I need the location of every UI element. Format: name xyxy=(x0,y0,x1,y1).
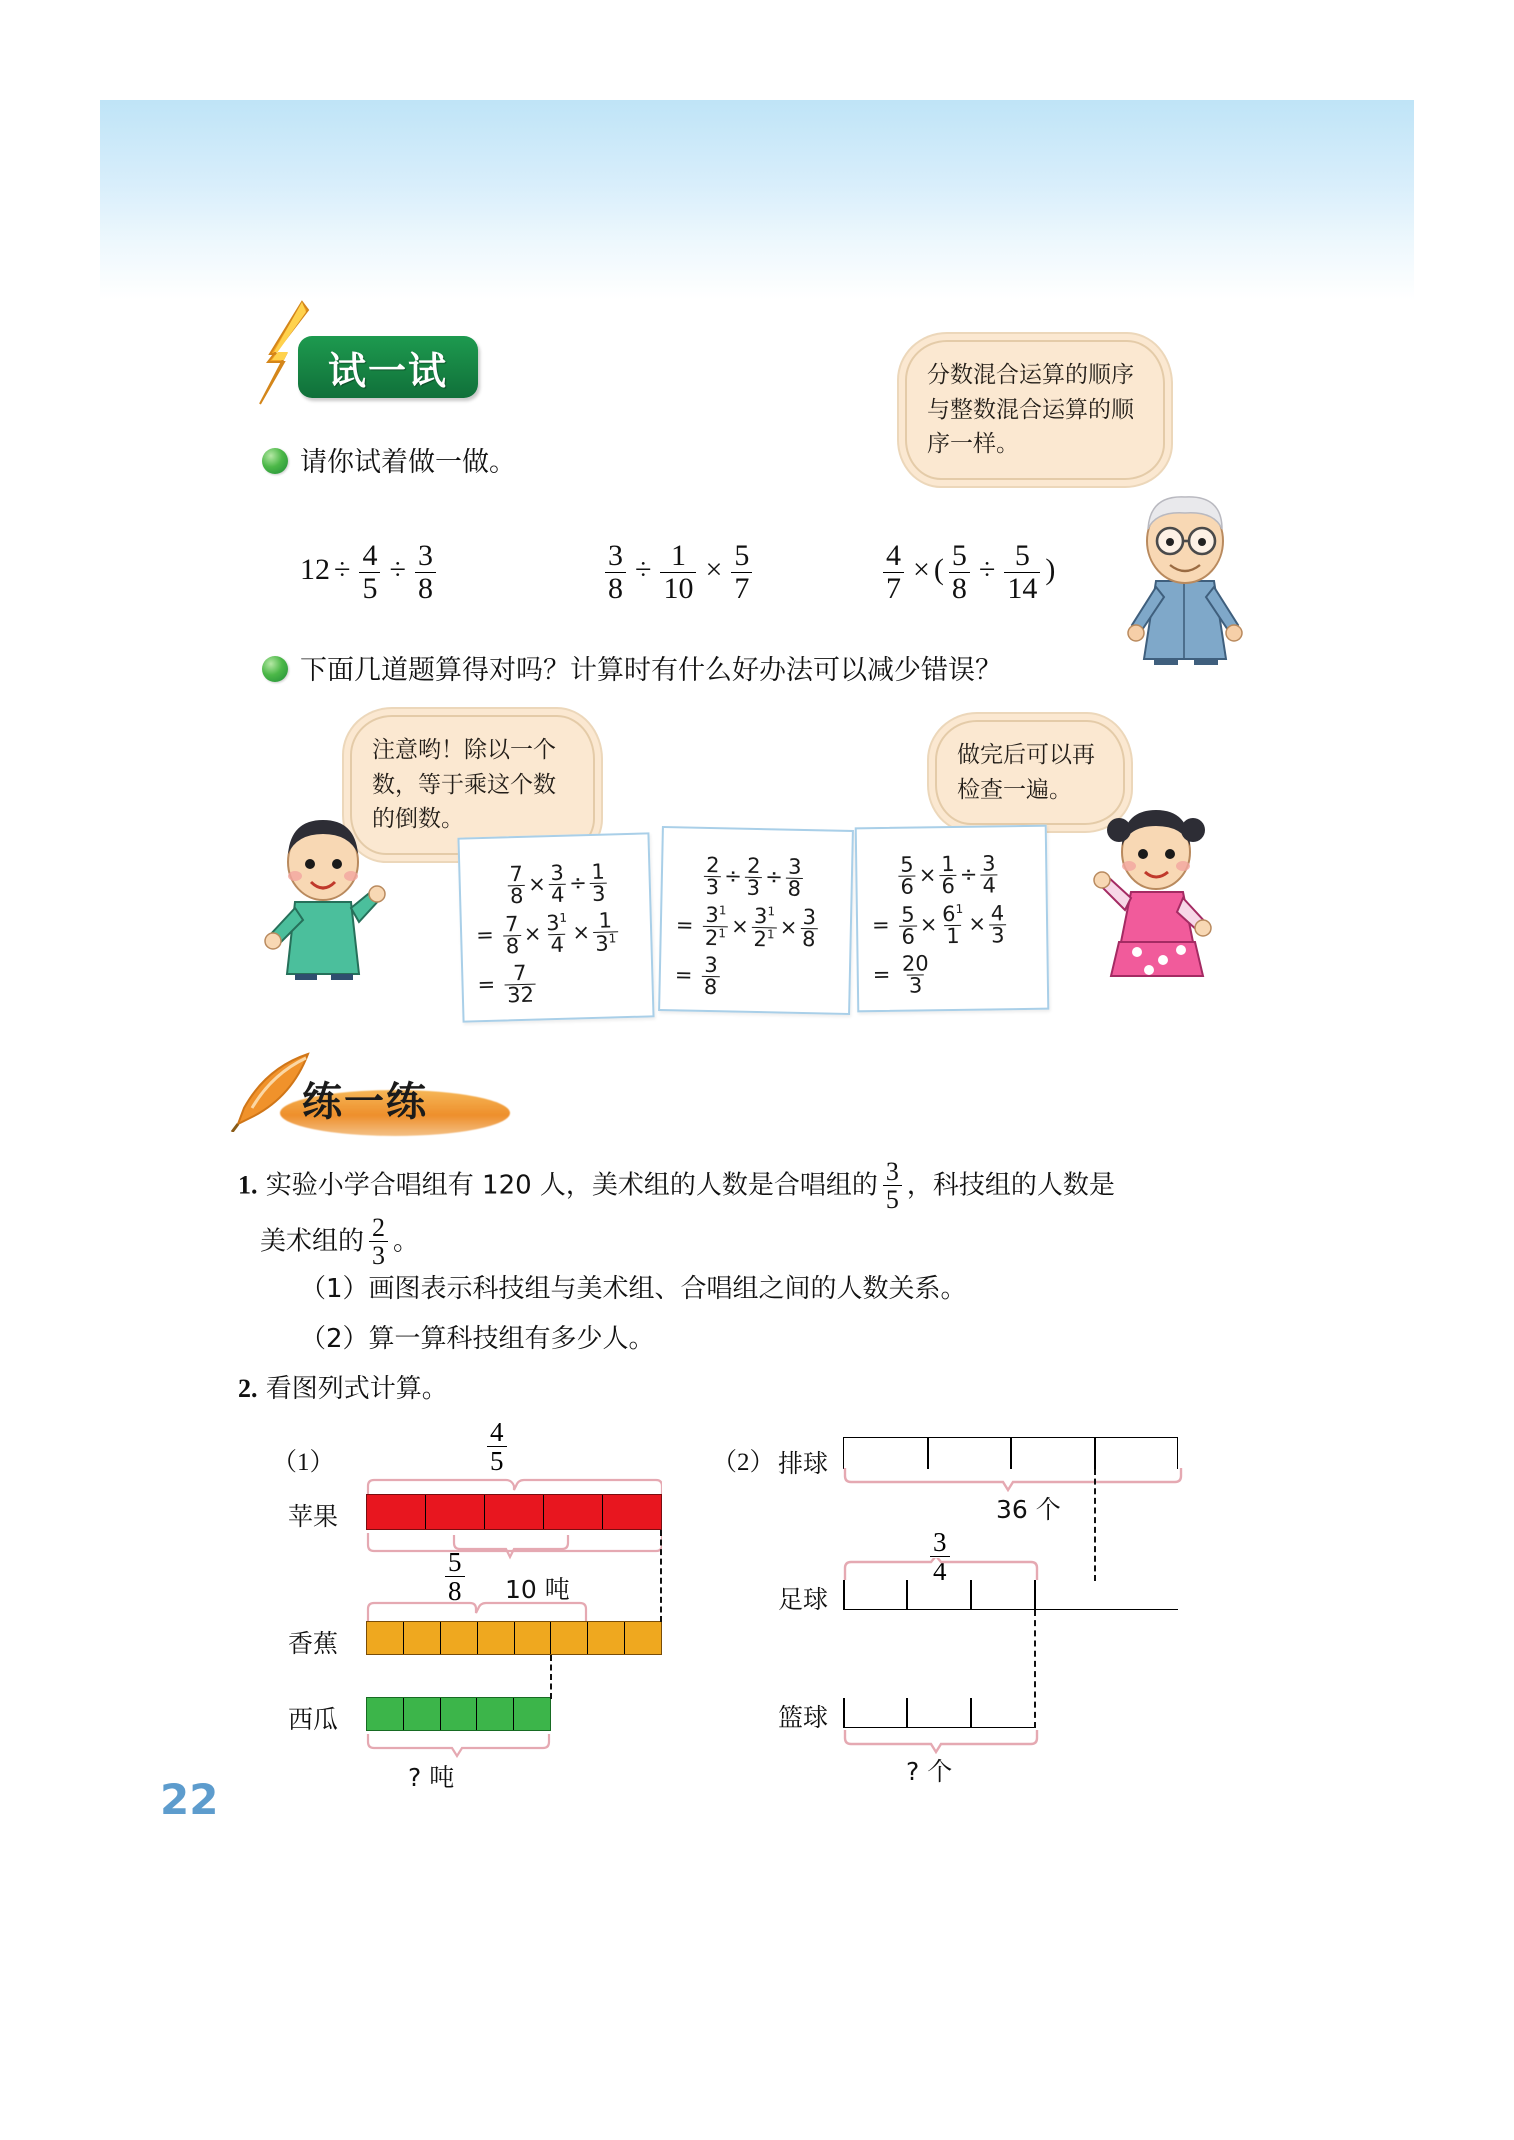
exercise-1-fraction-1: $\frac{3}{5}$ xyxy=(883,1158,902,1214)
calc-line: = $\frac{3}{8}$ xyxy=(674,952,718,1000)
calculation-card-1 xyxy=(457,832,654,1022)
exercise-2-text: 看图列式计算。 xyxy=(265,1374,448,1404)
diagram-2-tick xyxy=(970,1580,972,1610)
diagram-2-bar-soccer xyxy=(843,1580,1178,1610)
diagram-1-row-label-watermelon: 西瓜 xyxy=(288,1705,339,1734)
top-banner xyxy=(100,100,1414,300)
diagram-2-tick xyxy=(906,1580,908,1610)
try-prompt-1: 请你试着做一做。 xyxy=(300,447,516,478)
green-bullet-icon-2 xyxy=(262,656,288,682)
diagram-2-brace-bottom-basketball xyxy=(843,1728,1039,1754)
diagram-2-tick xyxy=(927,1437,929,1469)
try-prompt-2-row xyxy=(262,648,1002,687)
try-badge xyxy=(298,336,478,398)
diagram-2-tick xyxy=(1034,1580,1036,1610)
diagram-1-question-label: ? 吨 xyxy=(408,1763,455,1792)
green-bullet-icon xyxy=(262,448,288,474)
calc-line: = $\frac{5}{6}$ × $\frac{6^1}{1}$ × $\frac{4}{3}$ xyxy=(871,900,1005,949)
calc-line: $\frac{7}{8}$ × $\frac{3}{4}$ ÷ $\frac{1}{3}$ xyxy=(509,859,606,909)
exercise-1-text-b: ，科技组的人数是 xyxy=(906,1170,1115,1201)
calculation-card-3 xyxy=(855,825,1050,1013)
diagram-1-row-label-apple: 苹果 xyxy=(288,1502,339,1531)
diagram-2-tick xyxy=(1094,1437,1096,1469)
try-prompt-2: 下面几道题算得对吗？计算时有什么好办法可以减少错误？ xyxy=(300,655,1002,686)
diagram-2-fraction: $\frac{3}{4}$ xyxy=(925,1528,955,1586)
calc-line: $\frac{5}{6}$ × $\frac{1}{6}$ ÷ $\frac{3}{4}$ xyxy=(900,851,997,899)
try-badge-label: 试一试 xyxy=(327,348,448,393)
diagram-1-dash-banana-watermelon xyxy=(550,1655,552,1699)
diagram-2-question-label: ? 个 xyxy=(906,1757,953,1786)
teacher-character xyxy=(1110,485,1260,665)
teacher-bubble-text: 分数混合运算的顺序与整数混合运算的顺序一样。 xyxy=(927,362,1134,457)
diagram-1-brace-bottom-watermelon xyxy=(366,1732,551,1758)
exercise-1 xyxy=(238,1158,1258,1269)
teacher-speech-bubble xyxy=(905,340,1165,480)
exercise-1-sub-1: （1）画图表示科技组与美术组、合唱组之间的人数关系。 xyxy=(300,1274,967,1304)
calc-line: $\frac{2}{3}$ ÷ $\frac{2}{3}$ ÷ $\frac{3}{8}$ xyxy=(705,852,802,901)
exercise-2-index: 2. xyxy=(238,1374,258,1403)
exercise-1-index: 1. xyxy=(238,1170,258,1200)
exercise-1-text-d: 。 xyxy=(393,1225,420,1256)
boy-character xyxy=(255,810,390,980)
calculation-card-2 xyxy=(658,826,854,1015)
girl-bubble-text: 做完后可以再检查一遍。 xyxy=(957,742,1095,803)
exercise-1-text-c: 美术组的 xyxy=(260,1225,365,1256)
diagram-2-tick xyxy=(1010,1437,1012,1469)
exercise-1-sub-2: （2）算一算科技组有多少人。 xyxy=(300,1324,655,1354)
try-prompt-1-row xyxy=(262,440,516,479)
expression-3: $\frac{4}{7}$ × ( $\frac{5}{8}$ ÷ $\frac{5}{14}$ ) xyxy=(878,540,1055,604)
section-heading-practice xyxy=(230,1052,530,1142)
diagram-2-brace-36 xyxy=(843,1466,1183,1492)
diagram-1-mid-fraction: $\frac{5}{8}$ xyxy=(440,1548,470,1606)
girl-character xyxy=(1085,800,1225,980)
diagram-1-amount-label: 10 吨 xyxy=(505,1575,570,1604)
diagram-2-row-label-soccer: 足球 xyxy=(778,1585,829,1614)
calc-line: = $\frac{7}{32}$ xyxy=(477,960,535,1008)
practice-heading-label: 练一练 xyxy=(302,1079,428,1125)
diagram-1-top-fraction: $\frac{4}{5}$ xyxy=(482,1418,512,1476)
diagram-2-dash-volleyball-soccer xyxy=(1094,1469,1096,1581)
diagram-2-row-label-volleyball: 排球 xyxy=(778,1449,829,1478)
calc-line: = $\frac{7}{8}$ × $\frac{3^1}{4}$ × $\frac{1}{3^1}$ xyxy=(476,910,641,959)
diagram-2-dash-soccer-basketball xyxy=(1034,1610,1036,1728)
calculation-card-3-body xyxy=(857,827,1048,1014)
diagram-2-tick xyxy=(906,1698,908,1728)
exercise-1-text-a: 实验小学合唱组有 120 人，美术组的人数是合唱组的 xyxy=(265,1170,878,1201)
diagram-1-bar-banana xyxy=(366,1621,662,1655)
diagram-1-brace-top-banana xyxy=(366,1601,588,1623)
exercise-2 xyxy=(238,1368,448,1405)
diagram-1-bar-apple xyxy=(366,1494,662,1530)
diagram-1-label: （1） xyxy=(272,1449,335,1476)
boy-bubble-text: 注意哟！除以一个数，等于乘这个数的倒数。 xyxy=(372,737,556,832)
exercise-1-fraction-2: $\frac{2}{3}$ xyxy=(369,1214,388,1270)
diagram-2-label: （2） xyxy=(712,1449,775,1476)
calc-line: = $\frac{20}{3}$ xyxy=(872,951,929,998)
diagram-2-bar-basketball xyxy=(843,1698,1035,1728)
page-number: 22 xyxy=(160,1775,219,1824)
diagram-1-dash-apple-banana xyxy=(660,1530,662,1622)
diagram-2-brace-top-soccer xyxy=(843,1558,1039,1582)
diagram-1-brace-10tons xyxy=(452,1533,570,1563)
diagram-2-row-label-basketball: 篮球 xyxy=(778,1703,829,1732)
diagram-2-amount-label: 36 个 xyxy=(996,1495,1061,1524)
calculation-card-1-body xyxy=(460,834,653,1023)
diagram-1-row-label-banana: 香蕉 xyxy=(288,1629,339,1658)
calculation-card-2-body xyxy=(660,828,852,1017)
calc-line: = $\frac{3^1}{2^1}$ × $\frac{3^1}{2^1}$ × $\frac{3}{8}$ xyxy=(675,902,817,952)
section-heading-try xyxy=(250,328,500,398)
diagram-1-bar-watermelon xyxy=(366,1697,551,1731)
expression-1: 12 ÷ $\frac{4}{5}$ ÷ $\frac{3}{8}$ xyxy=(300,540,441,604)
diagram-2-tick xyxy=(843,1580,845,1610)
diagram-2-tick xyxy=(970,1698,972,1728)
diagram-2-tick xyxy=(843,1698,845,1728)
expression-2: $\frac{3}{8}$ ÷ $\frac{1}{10}$ × $\frac{5}{7}$ xyxy=(600,540,757,604)
